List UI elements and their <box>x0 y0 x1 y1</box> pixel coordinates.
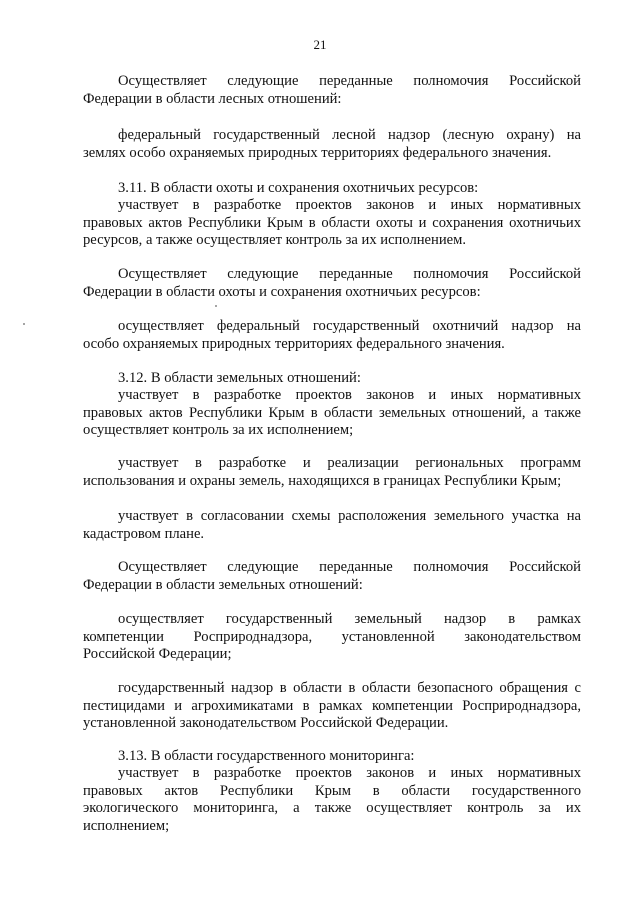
paragraph-forest-powers <box>83 73 581 108</box>
text-line: пестицидами и агрохимикатами в рамках компетенции Росприроднадзора, <box>83 697 581 714</box>
text-line: правовых актов Республики Крым в области земельных отношений, а также <box>83 404 581 421</box>
text-line: особо охраняемых природных территориях федерального значения. <box>83 335 505 352</box>
paragraph-hunting-supervision <box>83 318 581 353</box>
text-line: Федерации в области охоты и сохранения охотничьих ресурсов: <box>83 283 481 300</box>
text-line: осуществляет контроль за их исполнением; <box>83 422 354 438</box>
paragraph-land-programs <box>83 455 581 490</box>
paragraph-hunting-legislation <box>83 197 581 250</box>
text-line: государственный надзор в области в области безопасного обращения с <box>118 680 581 696</box>
paragraph-land-supervision <box>83 611 581 664</box>
text-line: кадастровом плане. <box>83 525 205 542</box>
text-line: Осуществляет следующие переданные полномочия Российской <box>118 266 581 282</box>
scan-speck <box>23 323 25 325</box>
text-line: федеральный государственный лесной надзор (лесную охрану) на <box>118 127 581 143</box>
paragraph-pesticide-supervision <box>83 680 581 733</box>
text-line: установленной законодательством Российской Федерации. <box>83 715 449 731</box>
text-line: 3.12. В области земельных отношений: <box>118 370 361 386</box>
text-line: участвует в согласовании схемы расположения земельного участка на <box>118 508 581 524</box>
text-line: участвует в разработке и реализации региональных программ <box>118 455 581 471</box>
paragraph-land-plot-scheme <box>83 508 581 543</box>
text-line: ресурсов, а также осуществляет контроль за их исполнением. <box>83 232 467 248</box>
text-line: Федерации в области земельных отношений: <box>83 576 363 593</box>
page-number: 21 <box>313 37 327 52</box>
text-line: использования и охраны земель, находящихся в границах Республики Крым; <box>83 472 562 489</box>
text-line: 3.11. В области охоты и сохранения охотничьих ресурсов: <box>118 180 479 196</box>
text-line: осуществляет федеральный государственный охотничий надзор на <box>118 318 581 334</box>
text-line: участвует в разработке проектов законов и иных нормативных <box>118 387 581 403</box>
text-line: Осуществляет следующие переданные полномочия Российской <box>118 73 581 89</box>
text-line: 3.13. В области государственного мониторинга: <box>118 748 415 764</box>
text-line: правовых актов Республики Крым в области охоты и сохранения охотничьих <box>83 214 581 231</box>
section-heading-3-11 <box>83 180 581 198</box>
text-line: землях особо охраняемых природных территориях федерального значения. <box>83 144 552 161</box>
text-line: участвует в разработке проектов законов и иных нормативных <box>118 197 581 213</box>
text-line: Федерации в области лесных отношений: <box>83 90 342 107</box>
paragraph-forest-supervision <box>83 127 581 162</box>
text-line: осуществляет государственный земельный надзор в рамках <box>118 611 581 627</box>
text-line: исполнением; <box>83 817 170 834</box>
scan-speck <box>215 305 217 307</box>
text-line: Российской Федерации; <box>83 646 232 662</box>
text-line: компетенции Росприроднадзора, установленной законодательством <box>83 628 581 645</box>
text-line: правовых актов Республики Крым в области государственного <box>83 782 581 799</box>
paragraph-monitoring-legislation <box>83 765 581 835</box>
section-heading-3-13 <box>83 748 581 766</box>
text-line: экологического мониторинга, а также осуществляет контроль за их <box>83 800 581 816</box>
paragraph-land-legislation <box>83 387 581 440</box>
text-line: участвует в разработке проектов законов и иных нормативных <box>118 765 581 781</box>
paragraph-hunting-powers <box>83 266 581 301</box>
section-heading-3-12 <box>83 370 581 388</box>
paragraph-land-powers <box>83 559 581 594</box>
text-line: Осуществляет следующие переданные полномочия Российской <box>118 559 581 575</box>
